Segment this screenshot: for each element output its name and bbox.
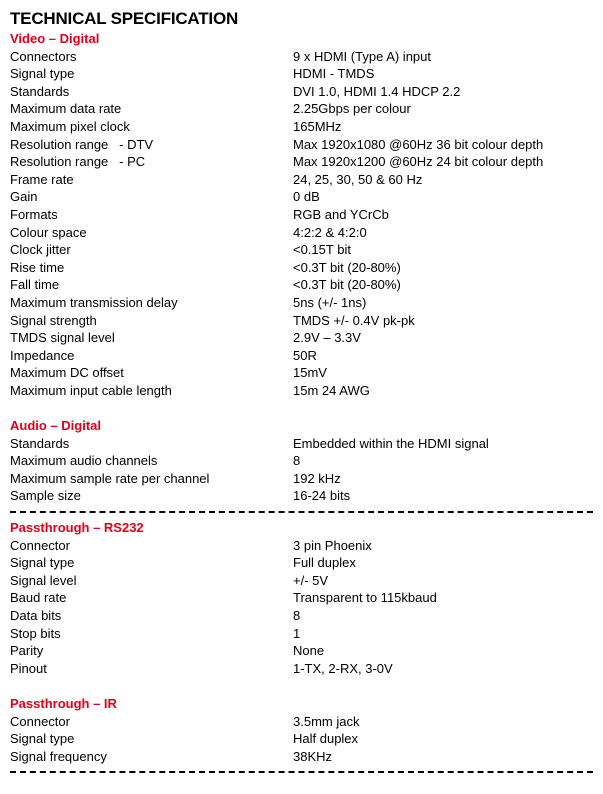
dashed-divider [10, 511, 593, 513]
spec-row-max-audio-channels [10, 452, 593, 470]
spec-value: RGB and YCrCb [293, 206, 389, 222]
spec-row-rs232-baud-rate [10, 589, 593, 607]
spec-label: Impedance [10, 347, 75, 363]
section-spacer [10, 399, 593, 417]
spec-value: 24, 25, 30, 50 & 60 Hz [293, 171, 423, 187]
spec-row-rs232-data-bits [10, 607, 593, 625]
spec-value: Max 1920x1200 @60Hz 24 bit colour depth [293, 154, 544, 170]
spec-value: 3 pin Phoenix [293, 537, 372, 553]
spec-row-impedance [10, 347, 593, 365]
spec-value: 1 [293, 625, 301, 641]
section-heading: Passthrough – IR [10, 695, 117, 711]
spec-label: Gain [10, 189, 38, 205]
spec-label: Maximum pixel clock [10, 118, 130, 134]
spec-row-rs232-connector [10, 537, 593, 555]
spec-row-sample-size [10, 487, 593, 505]
spec-value: 3.5mm jack [293, 713, 360, 729]
spec-label: Signal type [10, 555, 75, 571]
spec-label: Maximum audio channels [10, 453, 158, 469]
spec-value: 9 x HDMI (Type A) input [293, 48, 431, 64]
spec-label: Clock jitter [10, 242, 71, 258]
spec-label: Fall time [10, 277, 60, 293]
spec-value: HDMI - TMDS [293, 66, 375, 82]
spec-value: <0.15T bit [293, 242, 351, 258]
spec-label: Baud rate [10, 590, 67, 606]
spec-label: Formats [10, 206, 58, 222]
spec-label: Frame rate [10, 171, 74, 187]
spec-value: 15mV [293, 365, 327, 381]
spec-row-rs232-signal-level [10, 572, 593, 590]
spec-value: Max 1920x1080 @60Hz 36 bit colour depth [293, 136, 544, 152]
section-audio-digital [10, 417, 593, 505]
spec-label: Standards [10, 435, 70, 451]
spec-label: Data bits [10, 608, 62, 623]
spec-label: Stop bits [10, 625, 61, 641]
spec-row-audio-standards [10, 435, 593, 453]
section-passthrough-ir [10, 695, 593, 765]
spec-value: <0.3T bit (20-80%) [293, 259, 401, 275]
spec-value: 1-TX, 2-RX, 3-0V [293, 660, 393, 676]
spec-row-tmds-signal-level [10, 329, 593, 347]
spec-label: Signal level [10, 572, 77, 588]
spec-value: DVI 1.0, HDMI 1.4 HDCP 2.2 [293, 83, 461, 99]
spec-label: Resolution range - PC [10, 154, 146, 170]
spec-value: 15m 24 AWG [293, 382, 370, 398]
section-heading: Audio – Digital [10, 418, 101, 434]
spec-label: Connectors [10, 48, 77, 64]
spec-label: Maximum sample rate per channel [10, 470, 210, 486]
spec-value: Full duplex [293, 555, 356, 571]
spec-row-signal-type [10, 65, 593, 83]
dashed-divider [10, 771, 593, 773]
spec-value: 2.25Gbps per colour [293, 101, 411, 117]
spec-row-rs232-parity [10, 642, 593, 660]
spec-label: Sample size [10, 488, 81, 504]
spec-row-rs232-pinout [10, 660, 593, 678]
spec-value: 2.9V – 3.3V [293, 330, 361, 346]
spec-row-ir-signal-type [10, 730, 593, 748]
spec-label: Signal type [10, 66, 75, 82]
spec-row-signal-strength [10, 312, 593, 330]
spec-row-max-transmission-delay [10, 294, 593, 312]
spec-label: Standards [10, 83, 70, 99]
spec-row-connectors [10, 48, 593, 66]
spec-row-max-cable-length [10, 382, 593, 400]
spec-label: Rise time [10, 259, 65, 275]
spec-row-clock-jitter [10, 241, 593, 259]
spec-label: Maximum data rate [10, 101, 122, 117]
spec-value: Half duplex [293, 731, 359, 747]
spec-row-rs232-stop-bits [10, 625, 593, 643]
section-video-digital [10, 30, 593, 399]
spec-row-colour-space [10, 224, 593, 242]
section-spacer [10, 677, 593, 695]
spec-label: Maximum transmission delay [10, 294, 178, 310]
spec-row-standards [10, 83, 593, 101]
spec-value: 0 dB [293, 189, 320, 205]
spec-value: 8 [293, 608, 301, 623]
spec-row-max-sample-rate [10, 470, 593, 488]
spec-value: 38KHz [293, 748, 333, 764]
spec-row-ir-connector [10, 713, 593, 731]
spec-row-rise-time [10, 259, 593, 277]
spec-label: Parity [10, 643, 44, 659]
spec-label: Connector [10, 537, 70, 553]
spec-value: 16-24 bits [293, 488, 351, 504]
spec-label: Signal frequency [10, 748, 107, 764]
spec-value: 8 [293, 453, 301, 469]
spec-row-resolution-pc [10, 153, 593, 171]
spec-label: Resolution range - DTV [10, 136, 154, 152]
spec-label: Colour space [10, 224, 87, 240]
spec-value: +/- 5V [293, 572, 329, 588]
section-heading: Passthrough – RS232 [10, 520, 144, 536]
section-heading: Video – Digital [10, 31, 100, 46]
spec-row-max-dc-offset [10, 364, 593, 382]
spec-value: 165MHz [293, 118, 342, 134]
spec-label: Maximum input cable length [10, 382, 172, 398]
spec-row-resolution-dtv [10, 136, 593, 154]
spec-value: Transparent to 115kbaud [293, 590, 437, 606]
spec-row-frame-rate [10, 171, 593, 189]
spec-value: 50R [293, 347, 317, 363]
spec-row-formats [10, 206, 593, 224]
spec-label: Signal type [10, 731, 75, 747]
spec-row-max-pixel-clock [10, 118, 593, 136]
spec-label: Maximum DC offset [10, 365, 124, 381]
spec-value: 192 kHz [293, 470, 341, 486]
spec-label: TMDS signal level [10, 330, 115, 346]
spec-value: None [293, 643, 325, 659]
spec-value: <0.3T bit (20-80%) [293, 277, 401, 293]
spec-row-rs232-signal-type [10, 554, 593, 572]
page-title: TECHNICAL SPECIFICATION [10, 9, 239, 28]
spec-value: 4:2:2 & 4:2:0 [293, 224, 367, 240]
spec-row-ir-signal-frequency [10, 748, 593, 766]
spec-row-fall-time [10, 276, 593, 294]
spec-row-gain [10, 188, 593, 206]
spec-label: Signal strength [10, 312, 97, 328]
spec-value: 5ns (+/- 1ns) [293, 294, 367, 310]
section-passthrough-rs232 [10, 519, 593, 677]
spec-label: Connector [10, 713, 70, 729]
spec-label: Pinout [10, 660, 47, 676]
spec-value: TMDS +/- 0.4V pk-pk [293, 312, 415, 328]
spec-value: Embedded within the HDMI signal [293, 435, 489, 451]
spec-row-max-data-rate [10, 100, 593, 118]
